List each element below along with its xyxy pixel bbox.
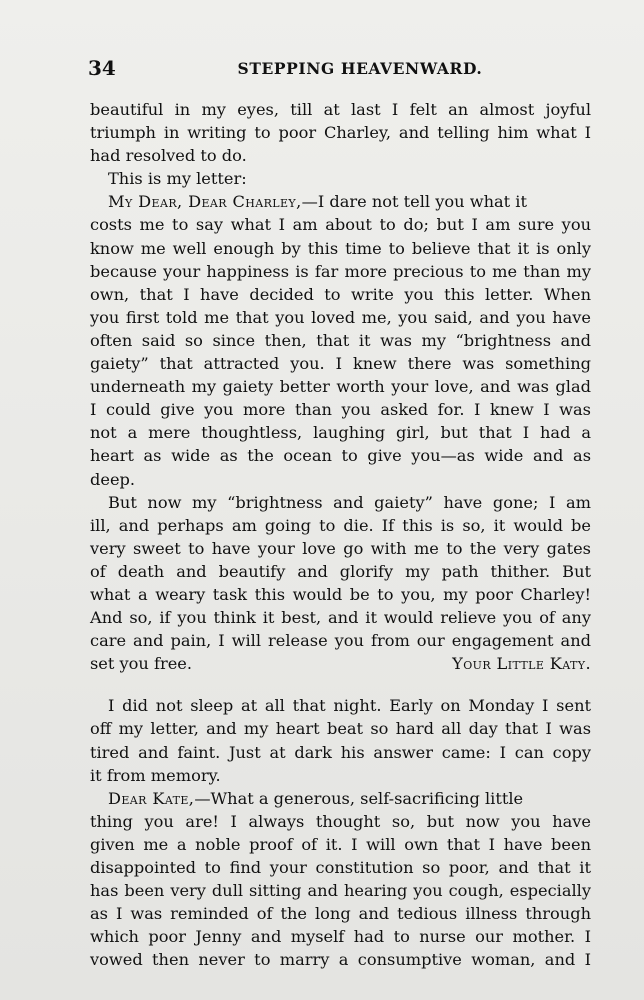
text-line: it from memory.	[90, 765, 221, 785]
text-line: I did not sleep at all that night. Early on Monday I sent	[108, 696, 591, 716]
text-line: know me well enough by this time to believe that it is only	[90, 238, 591, 258]
text-fragment: set you free.	[90, 654, 193, 674]
letter-salutation-line	[90, 787, 591, 810]
text-line: deep.	[90, 469, 136, 489]
text-line: But now my “brightness and gaiety” have gone; I am	[108, 492, 591, 512]
page-header	[88, 56, 596, 86]
text-line: of death and beautify and glorify my path thither. But	[90, 561, 591, 581]
signature-line	[90, 652, 591, 675]
text-line: often said so since then, that it was my “brightness and	[90, 330, 591, 350]
text-line: underneath my gaiety better worth your love, and was glad	[90, 377, 591, 397]
text-fragment: —What a generous, self-sacrificing little	[194, 788, 524, 808]
page-body	[90, 98, 591, 971]
text-line: not a mere thoughtless, laughing girl, but that I had a	[90, 423, 591, 443]
letter-salutation-line	[90, 190, 591, 213]
text-line: as I was reminded of the long and tedious illness through	[90, 904, 591, 924]
text-line: off my letter, and my heart beat so hard all day that I was	[90, 719, 591, 739]
text-fragment: —I dare not tell you what it	[301, 192, 527, 212]
text-line: triumph in writing to poor Charley, and telling him what I	[90, 123, 591, 143]
text-line: because your happiness is far more precious to me than my	[90, 261, 591, 281]
letter-salutation: Dear Kate,	[108, 788, 195, 808]
text-line: heart as wide as the ocean to give you—as wide and as	[90, 446, 591, 466]
text-line: This is my letter:	[108, 169, 247, 189]
text-line: And so, if you think it best, and it would relieve you of any	[90, 608, 591, 628]
text-line: given me a noble proof of it. I will own that I have been	[90, 834, 591, 854]
text-line: had resolved to do.	[90, 146, 247, 166]
text-line: vowed then never to marry a consumptive woman, and I	[90, 950, 591, 970]
text-line: disappointed to find your constitution so poor, and that it	[90, 858, 591, 877]
text-line: own, that I have decided to write you this letter. When	[90, 284, 591, 304]
text-line: costs me to say what I am about to do; but I am sure you	[90, 215, 591, 235]
text-line: ill, and perhaps am going to die. If this is so, it would be	[90, 515, 591, 535]
page-number: 34	[88, 56, 116, 80]
text-line: what a weary task this would be to you, my poor Charley!	[90, 584, 591, 604]
text-line: gaiety” that attracted you. I knew there was something	[90, 354, 591, 374]
text-line: you first told me that you loved me, you said, and you have	[90, 307, 591, 327]
letter-salutation: My Dear, Dear Charley,	[108, 192, 302, 212]
text-line: has been very dull sitting and hearing you cough, especially	[90, 881, 591, 901]
text-line: tired and faint. Just at dark his answer came: I can copy	[90, 742, 591, 762]
section-gap	[90, 675, 591, 694]
running-title: STEPPING HEAVENWARD.	[237, 59, 483, 78]
text-line: which poor Jenny and myself had to nurse our mother. I	[90, 927, 591, 947]
text-line: very sweet to have your love go with me to the very gates	[90, 538, 591, 558]
text-line: beautiful in my eyes, till at last I felt an almost joyful	[90, 100, 591, 119]
text-line: thing you are! I always thought so, but now you have	[90, 811, 591, 831]
text-line: I could give you more than you asked for. I knew I was	[90, 400, 591, 420]
text-line: care and pain, I will release you from our engagement and	[90, 631, 591, 651]
letter-signature: Your Little Katy.	[452, 654, 591, 674]
